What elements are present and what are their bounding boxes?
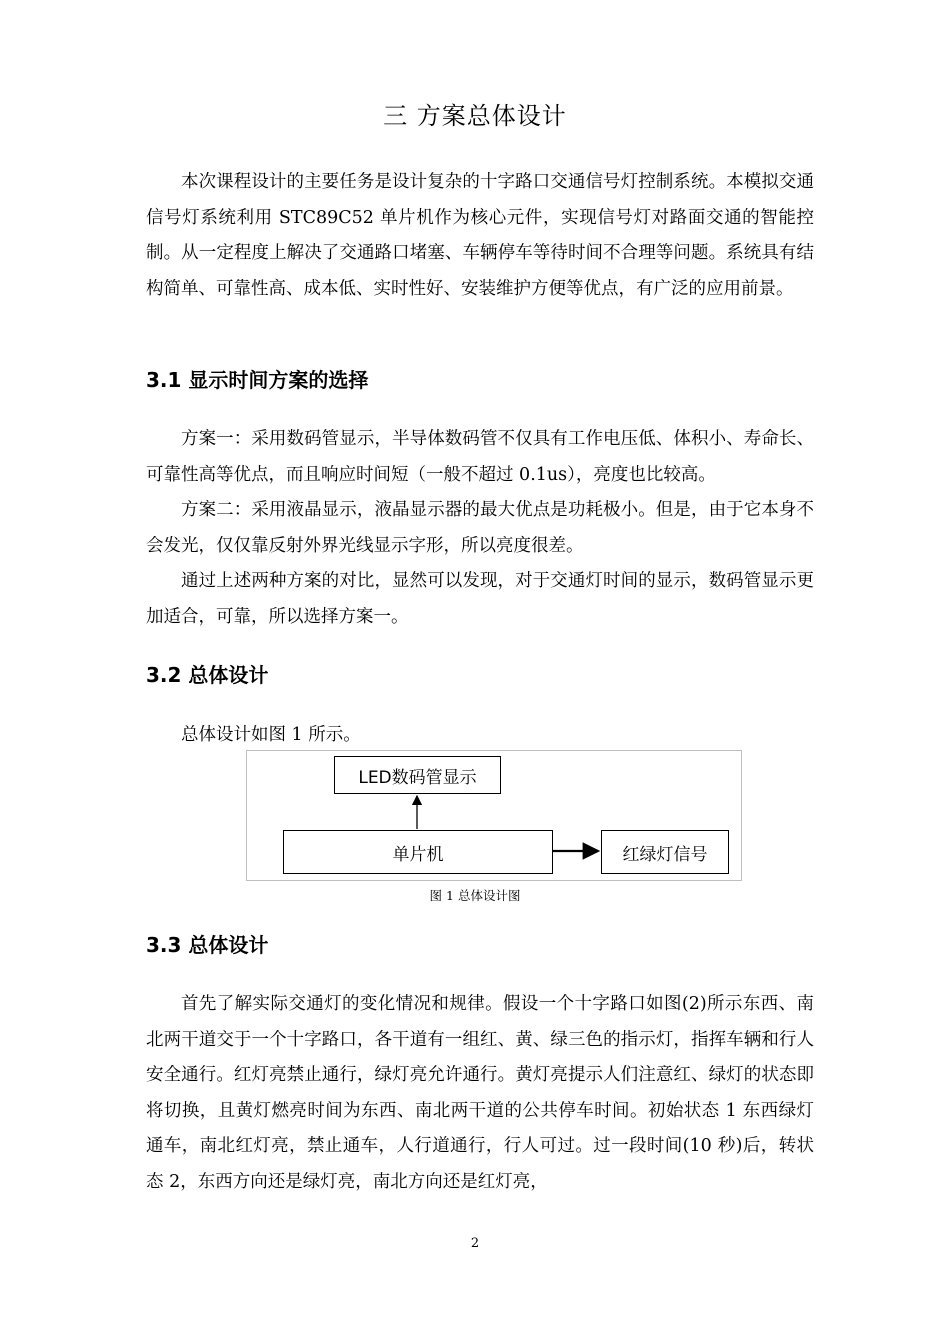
figure-intro-text: 总体设计如图 1 所示。 <box>181 725 361 745</box>
signal-light-box: 红绿灯信号 <box>601 830 729 874</box>
conclusion-paragraph: 通过上述两种方案的对比，显然可以发现，对于交通灯时间的显示，数码管显示更加适合，可靠，所以选择方案一。 <box>146 571 814 627</box>
section-3-2-heading: 3.2 总体设计 <box>146 663 269 687</box>
figure-caption: 图 1 总体设计图 <box>429 888 521 903</box>
intro-paragraph: 本次课程设计的主要任务是设计复杂的十字路口交通信号灯控制系统。本模拟交通信号灯系统利用 STC89C52 单片机作为核心元件，实现信号灯对路面交通的智能控制。从一定程度上解决了交通路口堵塞、车辆停车等待时间不合理等问题。系统具有结构简单、可靠性高、成本低、实时性好、安装维护方便等优点，有广泛的应用前景。 <box>146 172 814 299</box>
section-3-3-heading: 3.3 总体设计 <box>146 933 269 957</box>
led-display-box: LED数码管显示 <box>334 756 501 794</box>
mcu-box: 单片机 <box>283 830 553 874</box>
section-3-1-heading: 3.1 显示时间方案的选择 <box>146 368 369 392</box>
page-number: 2 <box>470 1236 480 1251</box>
section-3-3-paragraph: 首先了解实际交通灯的变化情况和规律。假设一个十字路口如图(2)所示东西、南北两干道交于一个十字路口，各干道有一组红、黄、绿三色的指示灯，指挥车辆和行人安全通行。红灯亮禁止通行，绿灯亮允许通行。黄灯亮提示人们注意红、绿灯的状态即将切换，且黄灯燃亮时间为东西、南北两干道的公共停车时间。初始状态 1 东西绿灯通车，南北红灯亮，禁止通车，人行道通行，行人可过。过一段时间(10 秒)后，转状态 2，东西方向还是绿灯亮，南北方向还是红灯亮， <box>146 994 814 1192</box>
option-2-paragraph: 方案二：采用液晶显示，液晶显示器的最大优点是功耗极小。但是，由于它本身不会发光，仅仅靠反射外界光线显示字形，所以亮度很差。 <box>146 500 814 556</box>
option-1-paragraph: 方案一：采用数码管显示，半导体数码管不仅具有工作电压低、体积小、寿命长、可靠性高等优点，而且响应时间短（一般不超过 0.1us），亮度也比较高。 <box>146 429 814 485</box>
chapter-title: 三 方案总体设计 <box>383 102 567 130</box>
diagram-arrows <box>246 750 742 881</box>
